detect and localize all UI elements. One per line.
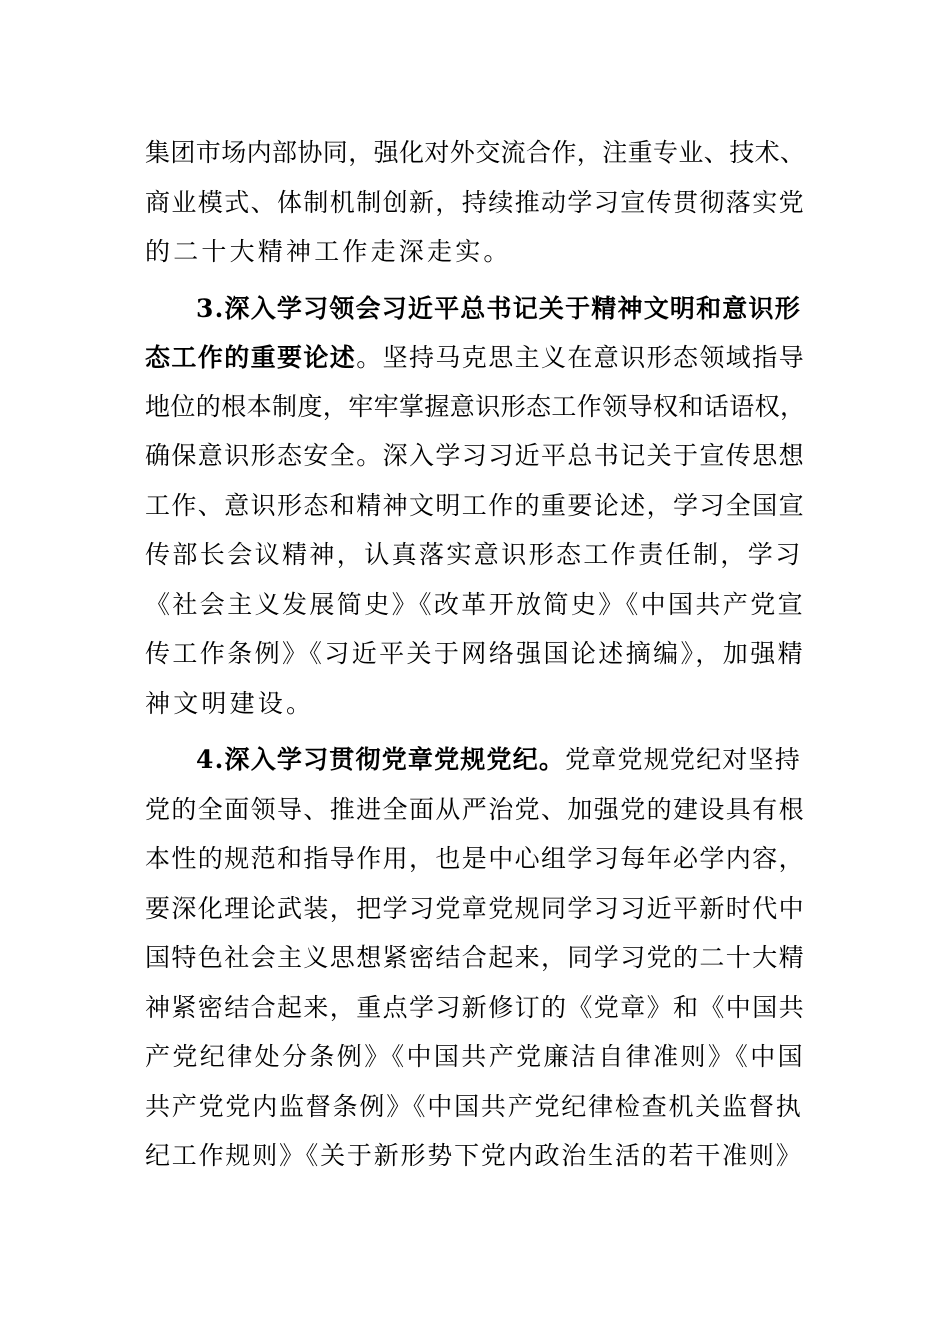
paragraph-line: 国特色社会主义思想紧密结合起来，同学习党的二十大精	[145, 943, 806, 972]
section-heading: 4.深入学习贯彻党章党规党纪。	[196, 745, 566, 774]
paragraph-line: 《社会主义发展简史》《改革开放简史》《中国共产党宣	[145, 590, 806, 619]
paragraph-line: 确保意识形态安全。深入学习习近平总书记关于宣传思想	[145, 441, 806, 470]
paragraph-line: 神紧密结合起来，重点学习新修订的《党章》和《中国共	[145, 993, 806, 1022]
paragraph-line: 党的全面领导、推进全面从严治党、加强党的建设具有根	[145, 795, 806, 824]
paragraph-line	[145, 338, 805, 378]
paragraph-line: 要深化理论武装，把学习党章党规同学习习近平新时代中	[145, 894, 806, 923]
paragraph-text: 。坚持马克思主义在意识形态领域指导	[356, 343, 806, 372]
paragraph-text: 党章党规党纪对坚持	[565, 745, 801, 774]
paragraph-line: 地位的根本制度，牢牢掌握意识形态工作领导权和话语权，	[145, 392, 806, 421]
paragraph-line: 传部长会议精神，认真落实意识形态工作责任制，学习	[145, 540, 803, 569]
section-heading: 3.深入学习领会习近平总书记关于精神文明和意识形	[196, 294, 801, 323]
paragraph-line: 传工作条例》《习近平关于网络强国论述摘编》，加强精	[145, 639, 806, 668]
section-heading-continued: 态工作的重要论述	[145, 343, 357, 372]
paragraph-line: 本性的规范和指导作用，也是中心组学习每年必学内容，	[145, 844, 806, 873]
paragraph-line: 集团市场内部协同，强化对外交流合作，注重专业、技术、	[145, 138, 806, 167]
paragraph-line: 纪工作规则》《关于新形势下党内政治生活的若干准则》	[145, 1141, 803, 1170]
paragraph-line	[196, 740, 801, 780]
paragraph-line: 商业模式、体制机制创新，持续推动学习宣传贯彻落实党	[145, 188, 806, 217]
paragraph-line: 的二十大精神工作走深走实。	[145, 237, 512, 266]
paragraph-line: 产党纪律处分条例》《中国共产党廉洁自律准则》《中国	[145, 1042, 806, 1071]
paragraph-line: 神文明建设。	[145, 689, 315, 718]
paragraph-line: 共产党党内监督条例》《中国共产党纪律检查机关监督执	[145, 1092, 803, 1121]
paragraph-line: 工作、意识形态和精神文明工作的重要论述，学习全国宣	[145, 491, 806, 520]
